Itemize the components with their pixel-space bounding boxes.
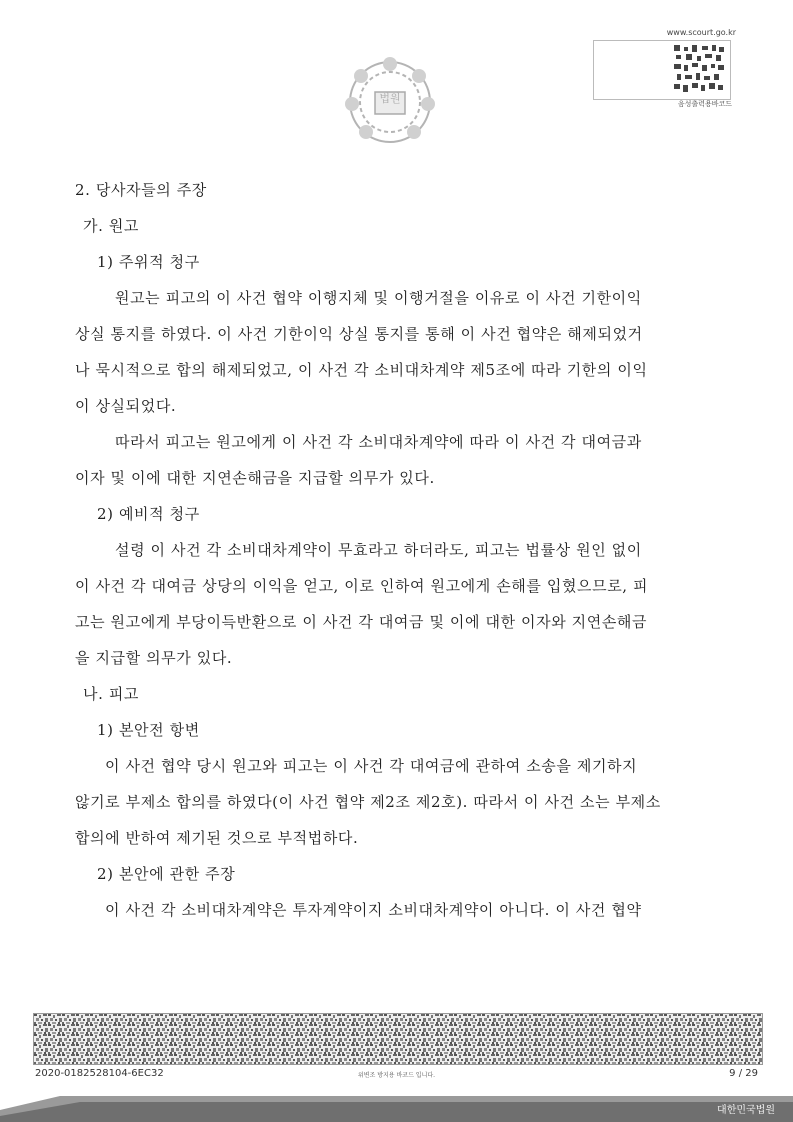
court-seal [340,52,440,152]
paragraph-line: 설령 이 사건 각 소비대차계약이 무효라고 하더라도, 피고는 법률상 원인 없이 [115,541,642,559]
paragraph-line: 을 지급할 의무가 있다. [75,649,233,667]
seal-text: 법원 [379,92,401,105]
subsection-heading-defendant: 나. 피고 [83,685,140,703]
paragraph-line: 이 상실되었다. [75,397,177,415]
page-number: 9 / 29 [729,1068,758,1079]
barcode-note: 위변조 방지용 바코드 입니다. [357,1072,436,1079]
item-heading-alternative-claim: 2) 예비적 청구 [97,505,200,523]
court-url: www.scourt.go.kr [666,28,736,37]
court-name: 대한민국법원 [717,1105,775,1116]
paragraph-line: 상실 통지를 하였다. 이 사건 기한이익 상실 통지를 통해 이 사건 협약은 해제되었거 [75,325,643,343]
section-heading: 2. 당사자들의 주장 [75,181,207,199]
item-heading-primary-claim: 1) 주위적 청구 [97,253,200,271]
qr-code-icon [672,43,726,95]
paragraph-line: 않기로 부제소 합의를 하였다(이 사건 협약 제2조 제2호). 따라서 이 사건 소는 부제소 [75,793,661,811]
paragraph-line: 따라서 피고는 원고에게 이 사건 각 소비대차계약에 따라 이 사건 각 대여금과 [115,433,642,451]
item-heading-merits-argument: 2) 본안에 관한 주장 [97,865,236,883]
paragraph-line: 이 사건 협약 당시 원고와 피고는 이 사건 각 대여금에 관하여 소송을 제기하지 [105,757,638,775]
paragraph-line: 나 묵시적으로 합의 해제되었고, 이 사건 각 소비대차계약 제5조에 따라 기한의 이익 [75,361,648,379]
item-heading-preliminary-defense: 1) 본안전 항변 [97,721,200,739]
paragraph-line: 합의에 반하여 제기된 것으로 부적법하다. [75,829,359,847]
anti-forgery-barcode [33,1013,763,1065]
subsection-heading-plaintiff: 가. 원고 [83,217,140,235]
paragraph-line: 고는 원고에게 부당이득반환으로 이 사건 각 대여금 및 이에 대한 이자와 지연손해금 [75,613,648,631]
barcode-label: 음성출력용바코드 [677,100,732,108]
document-body [75,180,715,936]
paragraph-line: 이 사건 각 소비대차계약은 투자계약이지 소비대차계약이 아니다. 이 사건 협약 [105,901,642,919]
paragraph-line: 이자 및 이에 대한 지연손해금을 지급할 의무가 있다. [75,469,435,487]
document-id: 2020-0182528104-6EC32 [35,1068,164,1079]
paragraph-line: 원고는 피고의 이 사건 협약 이행지체 및 이행거절을 이유로 이 사건 기한이익 [115,289,642,307]
paragraph-line: 이 사건 각 대여금 상당의 이익을 얻고, 이로 인하여 원고에게 손해를 입혔으므로, 피 [75,577,649,595]
footer-band [0,1092,793,1122]
